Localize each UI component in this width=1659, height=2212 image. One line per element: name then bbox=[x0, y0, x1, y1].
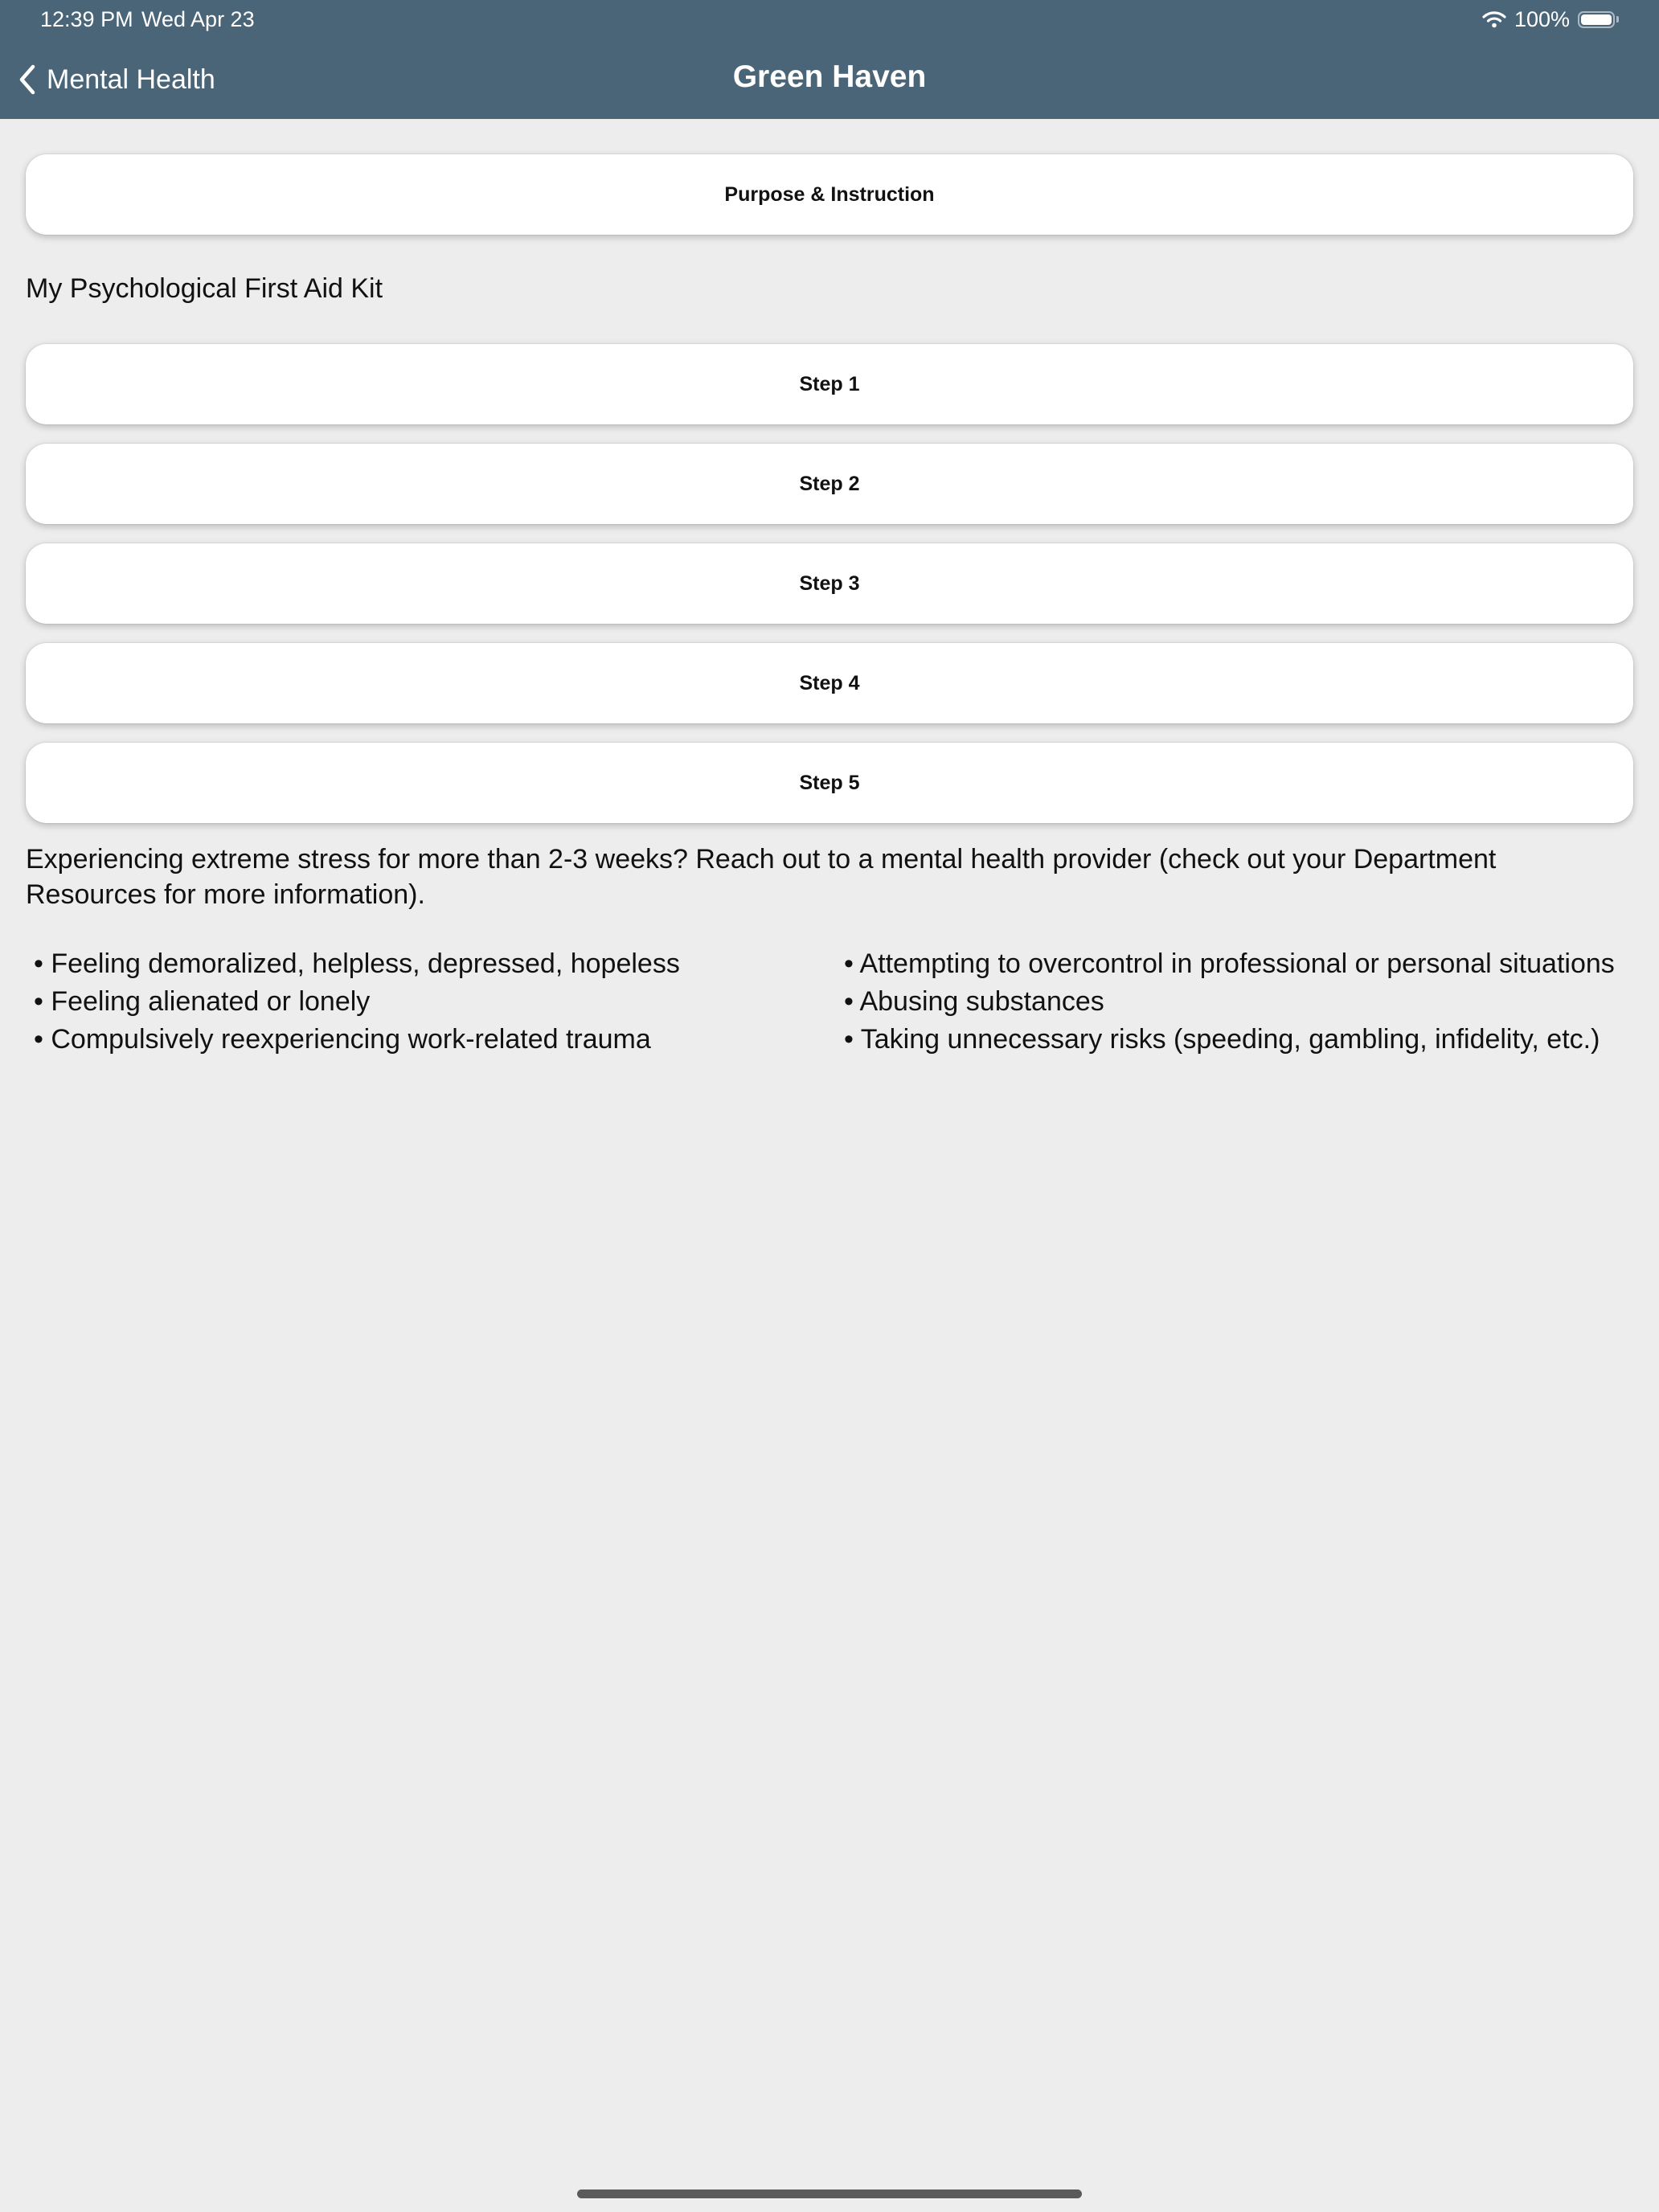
symptom-item: • Attempting to overcontrol in professional or personal situations bbox=[844, 948, 1615, 979]
symptom-item: • Compulsively reexperiencing work-related trauma bbox=[34, 1024, 651, 1055]
step-4-button[interactable]: Step 4 bbox=[26, 643, 1633, 723]
step-5-button[interactable]: Step 5 bbox=[26, 743, 1633, 823]
status-indicators bbox=[1482, 6, 1619, 33]
home-indicator[interactable] bbox=[577, 2189, 1082, 2198]
step-1-button[interactable]: Step 1 bbox=[26, 344, 1633, 424]
page-title: Green Haven bbox=[732, 59, 927, 94]
battery-icon bbox=[1578, 11, 1619, 28]
first-aid-kit-heading: My Psychological First Aid Kit bbox=[26, 273, 383, 304]
symptoms-list-left bbox=[34, 945, 805, 1059]
stress-advice-text: Experiencing extreme stress for more than 2-3 weeks? Reach out to a mental health provider (check out your Department Resources for more information). bbox=[26, 844, 1497, 910]
back-button-label: Mental Health bbox=[47, 64, 215, 95]
wifi-icon bbox=[1482, 10, 1506, 28]
step-2-button[interactable]: Step 2 bbox=[26, 444, 1633, 524]
status-date: Wed Apr 23 bbox=[141, 7, 255, 31]
status-time: 12:39 PM bbox=[40, 7, 133, 31]
symptom-item: • Abusing substances bbox=[844, 986, 1104, 1017]
symptom-item: • Feeling alienated or lonely bbox=[34, 986, 371, 1017]
purpose-instruction-button[interactable]: Purpose & Instruction bbox=[26, 154, 1633, 235]
symptom-item: • Taking unnecessary risks (speeding, gambling, infidelity, etc.) bbox=[844, 1024, 1600, 1055]
battery-percentage: 100% bbox=[1514, 7, 1570, 31]
symptoms-list-right bbox=[844, 945, 1640, 1059]
navigation-bar bbox=[0, 0, 1659, 119]
symptom-item: • Feeling demoralized, helpless, depressed, hopeless bbox=[34, 948, 680, 979]
step-3-button[interactable]: Step 3 bbox=[26, 543, 1633, 624]
